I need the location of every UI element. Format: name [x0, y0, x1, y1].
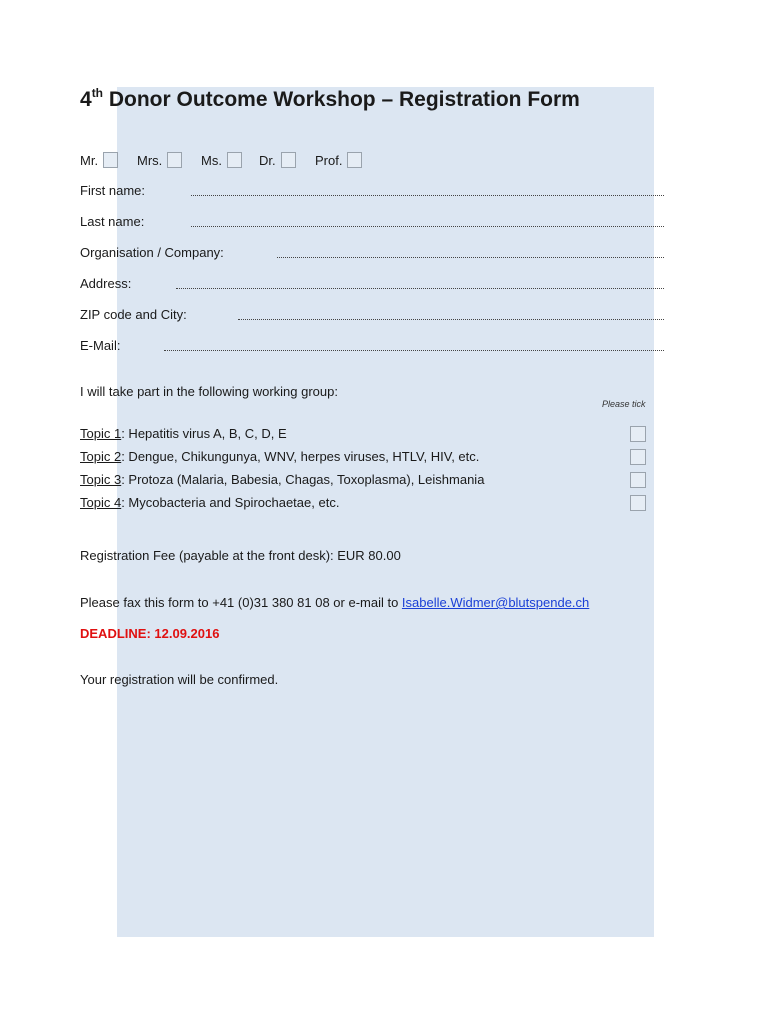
organisation-label: Organisation / Company: — [80, 245, 224, 260]
salutation-ms-checkbox[interactable] — [227, 152, 242, 168]
salutation-dr[interactable]: Dr. — [259, 152, 296, 168]
salutation-mr-checkbox[interactable] — [103, 152, 118, 168]
first-name-label: First name: — [80, 183, 146, 198]
first-name-field[interactable] — [191, 194, 664, 196]
salutation-ms[interactable]: Ms. — [201, 152, 242, 168]
topic-4-checkbox[interactable] — [630, 495, 646, 511]
salutation-dr-checkbox[interactable] — [281, 152, 296, 168]
deadline: DEADLINE: 12.09.2016 — [80, 626, 220, 641]
zip-city-label: ZIP code and City: — [80, 307, 187, 322]
address-label: Address: — [80, 276, 132, 291]
contact-email-link[interactable]: Isabelle.Widmer@blutspende.ch — [401, 595, 590, 610]
fax-instructions: Please fax this form to +41 (0)31 380 81 08 or e-mail to Isabelle.Widmer@blutspende.ch — [80, 595, 590, 610]
topic-1-checkbox[interactable] — [630, 426, 646, 442]
address-field[interactable] — [176, 287, 664, 289]
salutation-prof-checkbox[interactable] — [347, 152, 362, 168]
topic-2: Topic 2: Dengue, Chikungunya, WNV, herpes viruses, HTLV, HIV, etc. — [80, 449, 480, 464]
confirmation-note: Your registration will be confirmed. — [80, 672, 279, 687]
topic-4: Topic 4: Mycobacteria and Spirochaetae, etc. — [80, 495, 340, 510]
zip-city-field[interactable] — [238, 318, 664, 320]
email-field[interactable] — [164, 349, 664, 351]
salutation-prof[interactable]: Prof. — [315, 152, 362, 168]
topic-3-checkbox[interactable] — [630, 472, 646, 488]
last-name-field[interactable] — [191, 225, 664, 227]
registration-fee: Registration Fee (payable at the front desk): EUR 80.00 — [80, 548, 401, 563]
email-label: E-Mail: — [80, 338, 121, 353]
topic-3: Topic 3: Protoza (Malaria, Babesia, Chagas, Toxoplasma), Leishmania — [80, 472, 485, 487]
organisation-field[interactable] — [277, 256, 664, 258]
page-title: 4th Donor Outcome Workshop – Registration Form — [80, 86, 580, 111]
salutation-mr[interactable]: Mr. — [80, 152, 118, 168]
salutation-mrs[interactable]: Mrs. — [137, 152, 182, 168]
last-name-label: Last name: — [80, 214, 145, 229]
tick-hint: Please tick — [602, 399, 646, 409]
working-group-prompt: I will take part in the following working group: — [80, 384, 338, 399]
topic-2-checkbox[interactable] — [630, 449, 646, 465]
topic-1: Topic 1: Hepatitis virus A, B, C, D, E — [80, 426, 287, 441]
salutation-mrs-checkbox[interactable] — [167, 152, 182, 168]
